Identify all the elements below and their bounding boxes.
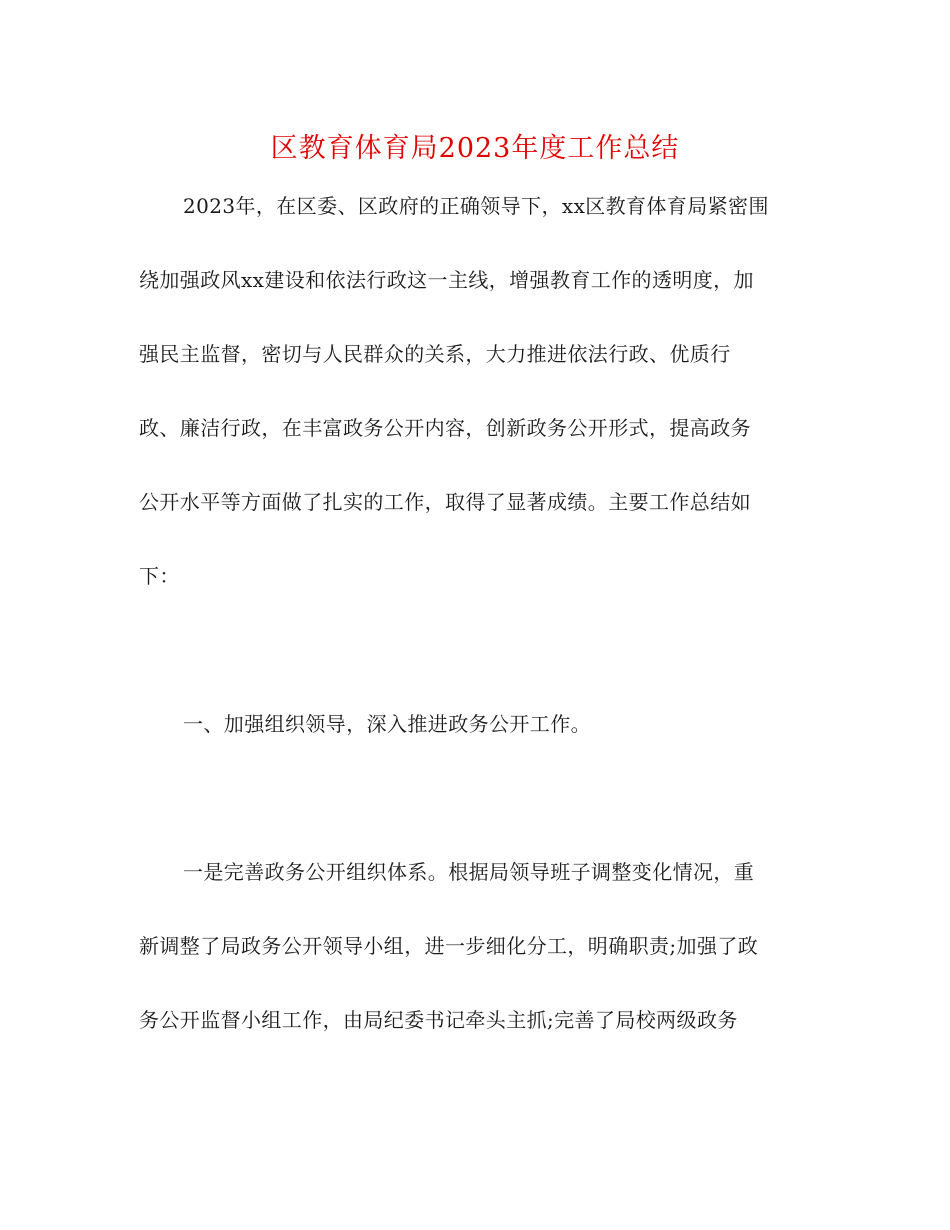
paragraph-1-line-1: 2023年，在区委、区政府的正确领导下，xx区教育体育局紧密围 [183, 194, 769, 218]
paragraph-1-line-5: 公开水平等方面做了扎实的工作，取得了显著成绩。主要工作总结如 [139, 490, 751, 514]
section-heading-1: 一、加强组织领导，深入推进政务公开工作。 [183, 712, 591, 736]
paragraph-1-line-4: 政、廉洁行政，在丰富政务公开内容，创新政务公开形式，提高政务 [139, 416, 751, 440]
paragraph-2-line-3: 务公开监督小组工作，由局纪委书记牵头主抓;完善了局校两级政务 [139, 1008, 738, 1032]
paragraph-1-line-6: 下： [139, 564, 180, 588]
paragraph-1-line-3: 强民主监督，密切与人民群众的关系，大力推进依法行政、优质行 [139, 342, 731, 366]
paragraph-2-line-1: 一是完善政务公开组织体系。根据局领导班子调整变化情况，重 [183, 860, 755, 884]
paragraph-1-line-2: 绕加强政风xx建设和依法行政这一主线，增强教育工作的透明度，加 [139, 268, 754, 292]
paragraph-2-line-2: 新调整了局政务公开领导小组，进一步细化分工，明确职责;加强了政 [139, 934, 759, 958]
document-title: 区教育体育局2023年度工作总结 [270, 133, 680, 164]
